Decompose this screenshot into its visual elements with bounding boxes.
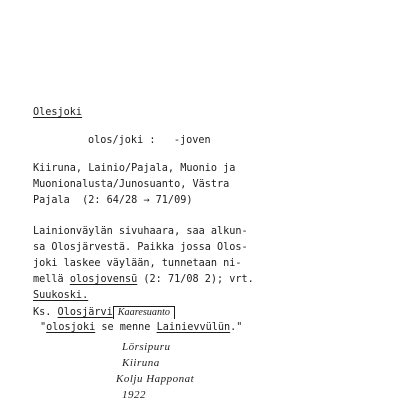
see-also-link: Olosjärvi bbox=[57, 307, 113, 318]
handwritten-note: Kaaresuanto bbox=[113, 306, 175, 319]
see-also-label: Ks. bbox=[33, 307, 58, 318]
quote-middle: se menne bbox=[95, 322, 157, 333]
description-line-3: joki laskee väylään, tunnetaan ni- bbox=[33, 258, 242, 269]
description-line-4-pre: mellä bbox=[33, 274, 70, 285]
description-line-5: Suukoski. bbox=[33, 290, 89, 301]
quote-word-1: olosjoki bbox=[46, 322, 96, 333]
quote-close: ." bbox=[230, 322, 243, 333]
year: 1922 bbox=[122, 389, 146, 401]
quote-word-2: Lainievvülün bbox=[156, 322, 231, 333]
informant-parish: Kiiruna bbox=[122, 357, 160, 369]
places-line-2: Muonionalusta/Junosuanto, Västra bbox=[33, 179, 230, 190]
description-line-4 bbox=[33, 274, 254, 286]
place-name-olosjovensu: olosjovensū bbox=[69, 274, 138, 285]
informant-name: Lörsipuru bbox=[122, 341, 171, 353]
quote-open: " bbox=[40, 322, 47, 333]
places-line-3: Pajala (2: 64/28 → 71/09) bbox=[33, 195, 193, 206]
variant-line: olos/joki : -joven bbox=[88, 135, 211, 146]
see-also-line bbox=[33, 306, 175, 319]
places-line-1: Kiiruna, Lainio/Pajala, Muonio ja bbox=[33, 163, 236, 174]
headword: Olesjoki bbox=[33, 107, 83, 118]
quote-line bbox=[40, 322, 242, 334]
description-line-1: Lainionväylän sivuhaara, saa alkun- bbox=[33, 226, 248, 237]
description-line-4-post: (2: 71/08 2); vrt. bbox=[137, 274, 254, 285]
description-line-2: sa Olosjärvestä. Paikka jossa Olos- bbox=[33, 242, 248, 253]
collector-name: Kolju Happonat bbox=[116, 373, 195, 385]
